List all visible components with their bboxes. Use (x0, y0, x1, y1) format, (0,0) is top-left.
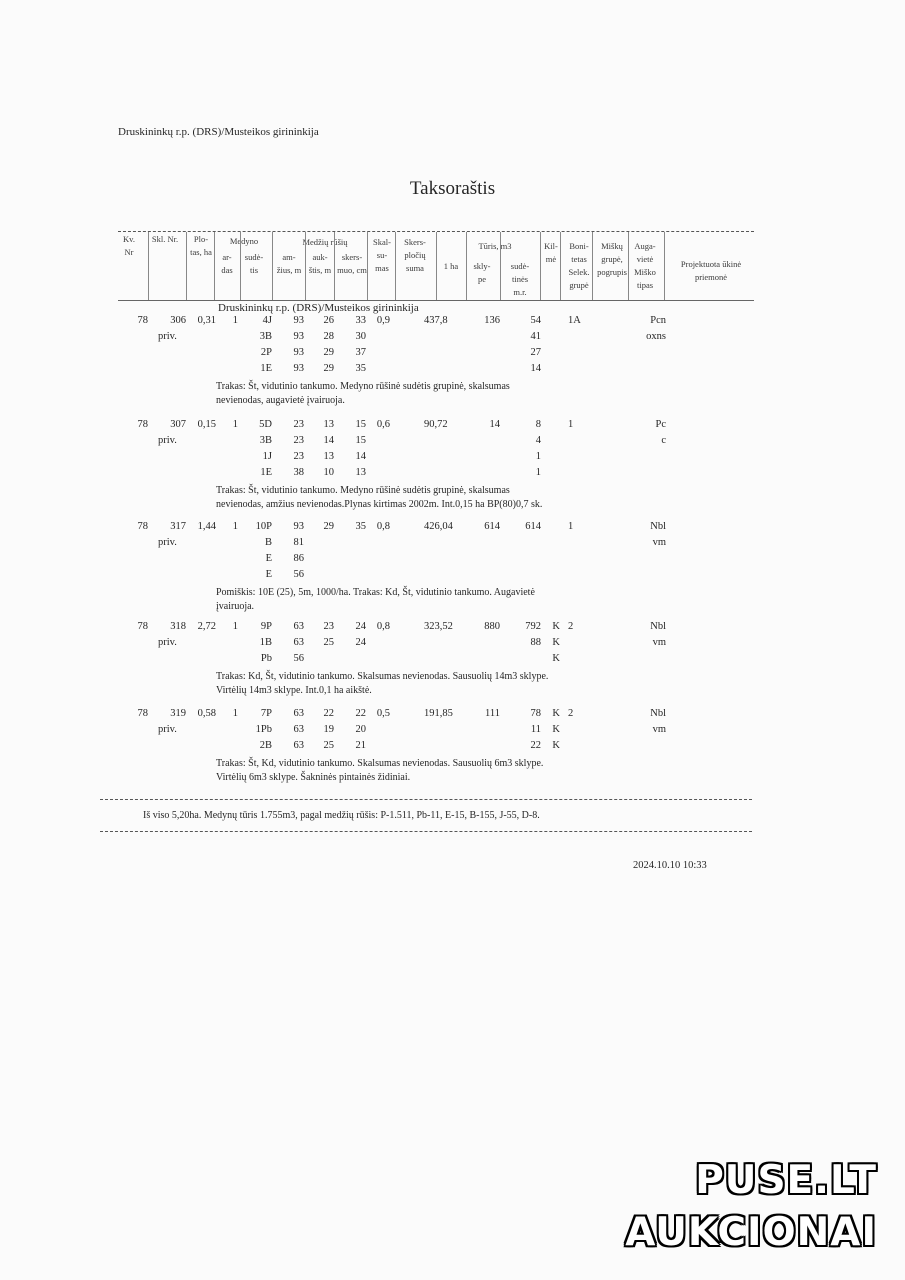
species-volume: 14 (530, 363, 541, 374)
column-divider (466, 232, 467, 300)
site-type: Pc (655, 419, 666, 430)
plot-note: Trakas: Št, vidutinio tankumo. Medyno rūšinė sudėtis grupinė, skalsumas (216, 485, 510, 496)
plot-area: 1,44 (197, 521, 216, 532)
species-diameter: 35 (355, 521, 366, 532)
species-composition: Pb (260, 653, 272, 664)
site-type: vm (652, 724, 666, 735)
species-volume: 1 (535, 451, 541, 462)
volume-per-ha: 426,04 (424, 521, 453, 532)
column-divider (395, 232, 396, 300)
column-divider (628, 232, 629, 300)
species-height: 13 (323, 419, 334, 430)
summary-bottom-divider (100, 831, 752, 832)
volume-per-plot: 136 (484, 315, 500, 326)
species-composition: 7P (260, 708, 272, 719)
plot-number: 307 (170, 419, 186, 430)
site-type: Pcn (650, 315, 666, 326)
species-height: 23 (323, 621, 334, 632)
column-header-turis: Tūris, m3 (478, 241, 512, 251)
site-type: c (661, 435, 666, 446)
species-diameter: 24 (355, 637, 366, 648)
column-header-augaviete: Auga- vietė Miško tipas (634, 241, 656, 290)
bonitet: 1A (568, 315, 581, 326)
column-divider (664, 232, 665, 300)
column-header-plotas: Plo- tas, ha (190, 234, 212, 257)
document-title: Taksoraštis (409, 178, 496, 199)
ownership: priv. (158, 331, 177, 342)
ownership: priv. (158, 637, 177, 648)
column-header-bonitetas: Boni- tetas Selek. grupė (568, 241, 590, 290)
plot-number: 318 (170, 621, 186, 632)
quarter-number: 78 (137, 419, 148, 430)
stand-origin: K (552, 724, 560, 735)
volume-per-ha: 437,8 (424, 315, 448, 326)
species-composition: 1E (260, 363, 272, 374)
species-height: 26 (323, 315, 334, 326)
print-timestamp: 2024.10.10 10:33 (633, 860, 707, 871)
column-divider (334, 232, 335, 300)
species-composition: 1B (259, 637, 272, 648)
plot-area: 0,31 (197, 315, 216, 326)
species-diameter: 15 (355, 419, 366, 430)
stand-density: 0,8 (376, 621, 390, 632)
bonitet: 1 (568, 521, 574, 532)
species-composition: B (264, 537, 272, 548)
species-diameter: 35 (355, 363, 366, 374)
column-divider (540, 232, 541, 300)
species-composition: 2B (259, 740, 272, 751)
species-age: 23 (293, 419, 304, 430)
column-header-turis_sudetines: sudė- tinės m.r. (510, 261, 530, 297)
plot-note: įvairuoja. (216, 601, 255, 612)
plot-note: nevienodas, amžius nevienodas.Plynas kirtimas 2002m. Int.0,15 ha BP(80)0,7 sk. (216, 499, 543, 510)
column-header-skl: Skl. Nr. (151, 234, 179, 244)
volume-per-plot: 614 (484, 521, 500, 532)
summary-top-divider (100, 799, 752, 800)
species-volume: 78 (530, 708, 541, 719)
site-type: vm (652, 637, 666, 648)
column-divider (367, 232, 368, 300)
column-header-skersmuo: skers- muo, cm (337, 252, 367, 275)
column-divider (436, 232, 437, 300)
species-diameter: 20 (355, 724, 366, 735)
column-header-amzius: am- žius, m (276, 252, 302, 275)
species-age: 56 (293, 653, 304, 664)
species-composition: 1E (260, 467, 272, 478)
column-divider (186, 232, 187, 300)
column-divider (500, 232, 501, 300)
plot-note: Virtėlių 14m3 sklype. Int.0,1 ha aikštė. (216, 685, 372, 696)
species-composition: 1J (262, 451, 272, 462)
species-age: 63 (293, 708, 304, 719)
bonitet: 2 (568, 708, 574, 719)
quarter-number: 78 (137, 315, 148, 326)
column-header-skalsumas: Skal- su- mas (373, 237, 391, 273)
species-age: 93 (293, 331, 304, 342)
species-height: 25 (323, 637, 334, 648)
section-title: Druskininkų r.p. (DRS)/Musteikos girininkija (218, 302, 419, 314)
column-header-medziu_rusiu: Medžių rūšių (302, 237, 348, 247)
plot-note: Virtėlių 6m3 sklype. Šakninės pintainės židiniai. (216, 772, 411, 783)
column-divider (240, 232, 241, 300)
species-age: 93 (293, 347, 304, 358)
stand-origin: K (552, 708, 560, 719)
plot-number: 317 (170, 521, 186, 532)
ownership: priv. (158, 435, 177, 446)
species-composition: 5D (259, 419, 272, 430)
species-height: 19 (323, 724, 334, 735)
species-age: 63 (293, 740, 304, 751)
column-divider (560, 232, 561, 300)
ownership: priv. (158, 724, 177, 735)
site-type: Nbl (650, 621, 666, 632)
stand-layer: 1 (232, 521, 238, 532)
species-age: 63 (293, 637, 304, 648)
species-composition: 9P (260, 621, 272, 632)
column-divider (592, 232, 593, 300)
watermark-line-2: AUKCIONAI (625, 1210, 877, 1255)
species-height: 14 (323, 435, 334, 446)
forest-office-header: Druskininkų r.p. (DRS)/Musteikos girininkija (118, 126, 319, 138)
species-composition: 10P (255, 521, 272, 532)
column-divider (148, 232, 149, 300)
table-header-border (118, 300, 754, 301)
plot-note: Trakas: Št, Kd, vidutinio tankumo. Skalsumas nevienodas. Sausuolių 6m3 sklype. (216, 758, 544, 769)
stand-layer: 1 (232, 419, 238, 430)
column-header-turis_1ha: 1 ha (443, 261, 459, 271)
species-volume: 54 (530, 315, 541, 326)
species-height: 29 (323, 521, 334, 532)
stand-origin: K (552, 637, 560, 648)
species-age: 38 (293, 467, 304, 478)
species-composition: 3B (259, 435, 272, 446)
column-divider (214, 232, 215, 300)
species-height: 29 (323, 347, 334, 358)
column-header-turis_sklype: skly- pe (473, 261, 491, 284)
bonitet: 2 (568, 621, 574, 632)
species-volume: 27 (530, 347, 541, 358)
volume-per-plot: 880 (484, 621, 500, 632)
species-age: 23 (293, 451, 304, 462)
column-header-misku_grupe: Miškų grupė, pogrupis (597, 241, 627, 277)
species-height: 28 (323, 331, 334, 342)
species-composition: E (265, 553, 272, 564)
summary-line: Iš viso 5,20ha. Medynų tūris 1.755m3, pagal medžių rūšis: P-1.511, Pb-11, E-15, B-155, J-55, D-8. (143, 810, 540, 821)
species-diameter: 22 (355, 708, 366, 719)
species-composition: 3B (259, 331, 272, 342)
species-composition: 4J (262, 315, 272, 326)
species-volume: 792 (525, 621, 541, 632)
species-diameter: 37 (355, 347, 366, 358)
plot-note: nevienodas, augavietė įvairuoja. (216, 395, 345, 406)
column-header-kilme: Kil- mė (544, 241, 558, 264)
species-age: 63 (293, 621, 304, 632)
species-height: 10 (323, 467, 334, 478)
species-height: 22 (323, 708, 334, 719)
species-age: 81 (293, 537, 304, 548)
volume-per-ha: 323,52 (424, 621, 453, 632)
species-composition: 1Pb (255, 724, 272, 735)
species-diameter: 14 (355, 451, 366, 462)
plot-note: Pomiškis: 10E (25), 5m, 1000/ha. Trakas: Kd, Št, vidutinio tankumo. Augavietė (216, 587, 535, 598)
column-divider (272, 232, 273, 300)
site-type: vm (652, 537, 666, 548)
species-age: 93 (293, 315, 304, 326)
species-age: 56 (293, 569, 304, 580)
plot-note: Trakas: Kd, Št, vidutinio tankumo. Skalsumas nevienodas. Sausuolių 14m3 sklype. (216, 671, 549, 682)
site-type: Nbl (650, 521, 666, 532)
stand-density: 0,5 (376, 708, 390, 719)
watermark-line-1: PUSE.LT (695, 1158, 877, 1203)
species-diameter: 30 (355, 331, 366, 342)
quarter-number: 78 (137, 708, 148, 719)
plot-number: 306 (170, 315, 186, 326)
column-header-skersplociu: Skers- pločių suma (404, 237, 426, 273)
stand-origin: K (552, 653, 560, 664)
quarter-number: 78 (137, 521, 148, 532)
species-diameter: 15 (355, 435, 366, 446)
site-type: oxns (646, 331, 666, 342)
column-header-medyno: Medyno (229, 236, 259, 246)
species-composition: E (265, 569, 272, 580)
stand-layer: 1 (232, 708, 238, 719)
stand-density: 0,8 (376, 521, 390, 532)
species-volume: 4 (535, 435, 541, 446)
column-header-aukstis: auk- štis, m (308, 252, 332, 275)
stand-layer: 1 (232, 621, 238, 632)
column-header-projektuota: Projektuota ūkinė priemonė (680, 259, 742, 282)
column-divider (305, 232, 306, 300)
species-diameter: 21 (355, 740, 366, 751)
volume-per-plot: 14 (489, 419, 500, 430)
species-age: 93 (293, 363, 304, 374)
bonitet: 1 (568, 419, 574, 430)
quarter-number: 78 (137, 621, 148, 632)
species-volume: 41 (530, 331, 541, 342)
volume-per-ha: 191,85 (424, 708, 453, 719)
species-volume: 22 (530, 740, 541, 751)
ownership: priv. (158, 537, 177, 548)
species-height: 13 (323, 451, 334, 462)
species-diameter: 33 (355, 315, 366, 326)
species-height: 29 (323, 363, 334, 374)
site-type: Nbl (650, 708, 666, 719)
species-age: 93 (293, 521, 304, 532)
volume-per-ha: 90,72 (424, 419, 448, 430)
plot-note: Trakas: Št, vidutinio tankumo. Medyno rūšinė sudėtis grupinė, skalsumas (216, 381, 510, 392)
plot-area: 2,72 (197, 621, 216, 632)
plot-number: 319 (170, 708, 186, 719)
plot-area: 0,58 (197, 708, 216, 719)
species-composition: 2P (260, 347, 272, 358)
species-diameter: 13 (355, 467, 366, 478)
species-volume: 11 (530, 724, 541, 735)
stand-origin: K (552, 740, 560, 751)
species-age: 23 (293, 435, 304, 446)
plot-area: 0,15 (197, 419, 216, 430)
species-height: 25 (323, 740, 334, 751)
volume-per-plot: 111 (485, 708, 500, 719)
stand-origin: K (552, 621, 560, 632)
species-volume: 614 (525, 521, 541, 532)
species-age: 63 (293, 724, 304, 735)
species-volume: 8 (535, 419, 541, 430)
column-header-kv: Kv. Nr (123, 234, 135, 257)
species-volume: 88 (530, 637, 541, 648)
species-volume: 1 (535, 467, 541, 478)
species-age: 86 (293, 553, 304, 564)
column-header-sudetis: sudė- tis (244, 252, 264, 275)
column-header-ardas: ar- das (221, 252, 233, 275)
species-diameter: 24 (355, 621, 366, 632)
stand-density: 0,6 (376, 419, 390, 430)
stand-density: 0,9 (376, 315, 390, 326)
stand-layer: 1 (232, 315, 238, 326)
